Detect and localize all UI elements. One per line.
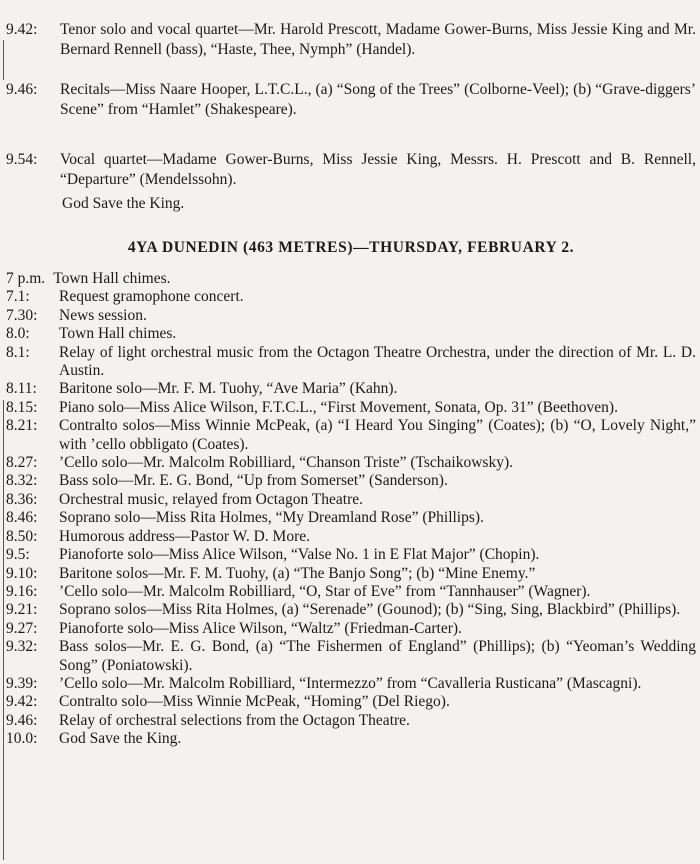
station-programme	[6, 270, 696, 749]
programme-entry	[6, 380, 696, 398]
column-rule	[3, 400, 4, 860]
entry-text: ’Cello solo—Mr. Malcolm Robilliard, “Chanson Triste” (Tschaikowsky).	[59, 454, 513, 472]
programme-entry	[6, 546, 696, 564]
column-rule	[3, 40, 4, 80]
entry-text: Humorous address—Pastor W. D. More.	[59, 527, 310, 545]
entry-time: 8.11:	[6, 380, 37, 398]
entry-text: Bass solos—Mr. E. G. Bond, (a) “The Fishermen of England” (Phillips); (b) “Yeoman’s Wedding Song” (Poniatowski).	[59, 638, 696, 674]
entry-text: Soprano solos—Miss Rita Holmes, (a) “Serenade” (Gounod); (b) “Sing, Sing, Blackbird” (Phillips).	[59, 601, 681, 619]
entry-time: 7.30:	[6, 306, 38, 324]
programme-entry	[6, 270, 696, 288]
programme-entry	[6, 325, 696, 343]
entry-time: 7 p.m.	[6, 270, 46, 287]
programme-entry	[6, 601, 696, 619]
entry-time: 9.27:	[6, 619, 38, 637]
programme-entry	[6, 417, 696, 454]
programme-entry	[6, 454, 696, 472]
programme-entry	[6, 472, 696, 490]
entry-time: 9.5:	[6, 546, 30, 564]
entry-text: News session.	[59, 306, 147, 324]
entry-text: Request gramophone concert.	[59, 288, 244, 306]
programme-entry	[6, 80, 696, 140]
entry-time: 9.42:	[6, 693, 38, 711]
programme-entry	[6, 288, 696, 306]
station-heading: 4YA DUNEDIN (463 METRES)—THURSDAY, FEBRUARY 2.	[127, 239, 575, 256]
entry-text: Tenor solo and vocal quartet—Mr. Harold Prescott, Madame Gower-Burns, Miss Jessie King and Mr. Bernard Rennell (bass), “Haste, Thee, Nymph” (Handel).	[60, 21, 696, 58]
entry-time: 7.1:	[6, 288, 30, 306]
entry-time: 9.42:	[6, 21, 38, 38]
programme-entry	[6, 675, 696, 693]
entry-text: Recitals—Miss Naare Hooper, L.T.C.L., (a) “Song of the Trees” (Colborne-Veel); (b) “Grave-diggers’ Scene” from “Hamlet” (Shakespeare).	[60, 81, 696, 118]
entry-text: ’Cello solo—Mr. Malcolm Robilliard, “O, Star of Eve” from “Tannhauser” (Wagner).	[59, 582, 591, 600]
entry-text: ’Cello solo—Mr. Malcolm Robilliard, “Intermezzo” from “Cavalleria Rusticana” (Mascagni).	[59, 674, 642, 692]
entry-text: God Save the King.	[59, 730, 182, 748]
programme-entry	[6, 712, 696, 730]
entry-text: Orchestral music, relayed from Octagon Theatre.	[59, 490, 363, 508]
programme-entry	[6, 344, 696, 381]
entry-time: 9.16:	[6, 582, 38, 600]
entry-time: 9.10:	[6, 564, 38, 582]
closing-line: God Save the King.	[62, 195, 185, 212]
entry-text: Soprano solo—Miss Rita Holmes, “My Dreamland Rose” (Phillips).	[59, 509, 484, 527]
programme-entry	[6, 528, 696, 546]
programme-entry	[6, 620, 696, 638]
programme-entry	[6, 399, 696, 417]
programme-entry	[6, 583, 696, 601]
entry-time: 10.0:	[6, 730, 38, 748]
entry-time: 9.46:	[6, 81, 38, 98]
entry-time: 9.21:	[6, 601, 38, 619]
entry-text: Contralto solo—Miss Winnie McPeak, “Homing” (Del Riego).	[59, 693, 450, 711]
entry-time: 8.32:	[6, 472, 38, 490]
entry-time: 8.36:	[6, 490, 38, 508]
programme-entry	[6, 307, 696, 325]
programme-entry	[6, 730, 696, 748]
entry-text: Town Hall chimes.	[53, 270, 171, 287]
entry-text: Pianoforte solo—Miss Alice Wilson, “Valse No. 1 in E Flat Major” (Chopin).	[59, 546, 540, 564]
programme-entry	[6, 693, 696, 711]
programme-entry	[6, 150, 696, 190]
entry-time: 8.1:	[6, 343, 30, 361]
entry-text: Pianoforte solo—Miss Alice Wilson, “Waltz” (Friedman-Carter).	[59, 619, 462, 637]
entry-text: Bass solo—Mr. E. G. Bond, “Up from Somerset” (Sanderson).	[59, 472, 448, 490]
entry-time: 8.46:	[6, 509, 38, 527]
entry-time: 9.46:	[6, 711, 38, 729]
programme-entry	[6, 491, 696, 509]
entry-time: 9.32:	[6, 638, 38, 656]
programme-entry	[6, 509, 696, 527]
entry-text: Baritone solos—Mr. F. M. Tuohy, (a) “The Banjo Song”; (b) “Mine Enemy.”	[59, 564, 536, 582]
entry-time: 8.0:	[6, 325, 30, 343]
entry-text: Piano solo—Miss Alice Wilson, F.T.C.L., “First Movement, Sonata, Op. 31” (Beethoven).	[59, 398, 618, 416]
entry-text: Vocal quartet—Madame Gower-Burns, Miss Jessie King, Messrs. H. Prescott and B. Rennell, “Departure” (Mendelssohn).	[60, 151, 696, 188]
entry-time: 8.27:	[6, 454, 38, 472]
entry-time: 9.39:	[6, 674, 38, 692]
programme-entry	[6, 20, 696, 80]
entry-text: Contralto solos—Miss Winnie McPeak, (a) “I Heard You Singing” (Coates); (b) “O, Lovely Night,” with ’cello obbligato (Coates).	[59, 417, 696, 453]
entry-time: 8.50:	[6, 527, 38, 545]
entry-time: 8.15:	[6, 398, 38, 416]
programme-entry	[6, 638, 696, 675]
entry-text: Relay of orchestral selections from the Octagon Theatre.	[59, 711, 410, 729]
entry-time: 8.21:	[6, 417, 38, 435]
programme-entry	[6, 565, 696, 583]
entry-text: Baritone solo—Mr. F. M. Tuohy, “Ave Maria” (Kahn).	[59, 380, 398, 398]
entry-time: 9.54:	[6, 151, 38, 168]
programme-continuation	[6, 20, 696, 214]
entry-text: Relay of light orchestral music from the Octagon Theatre Orchestra, under the direction of Mr. L. D. Austin.	[59, 343, 696, 380]
entry-text: Town Hall chimes.	[59, 325, 177, 343]
